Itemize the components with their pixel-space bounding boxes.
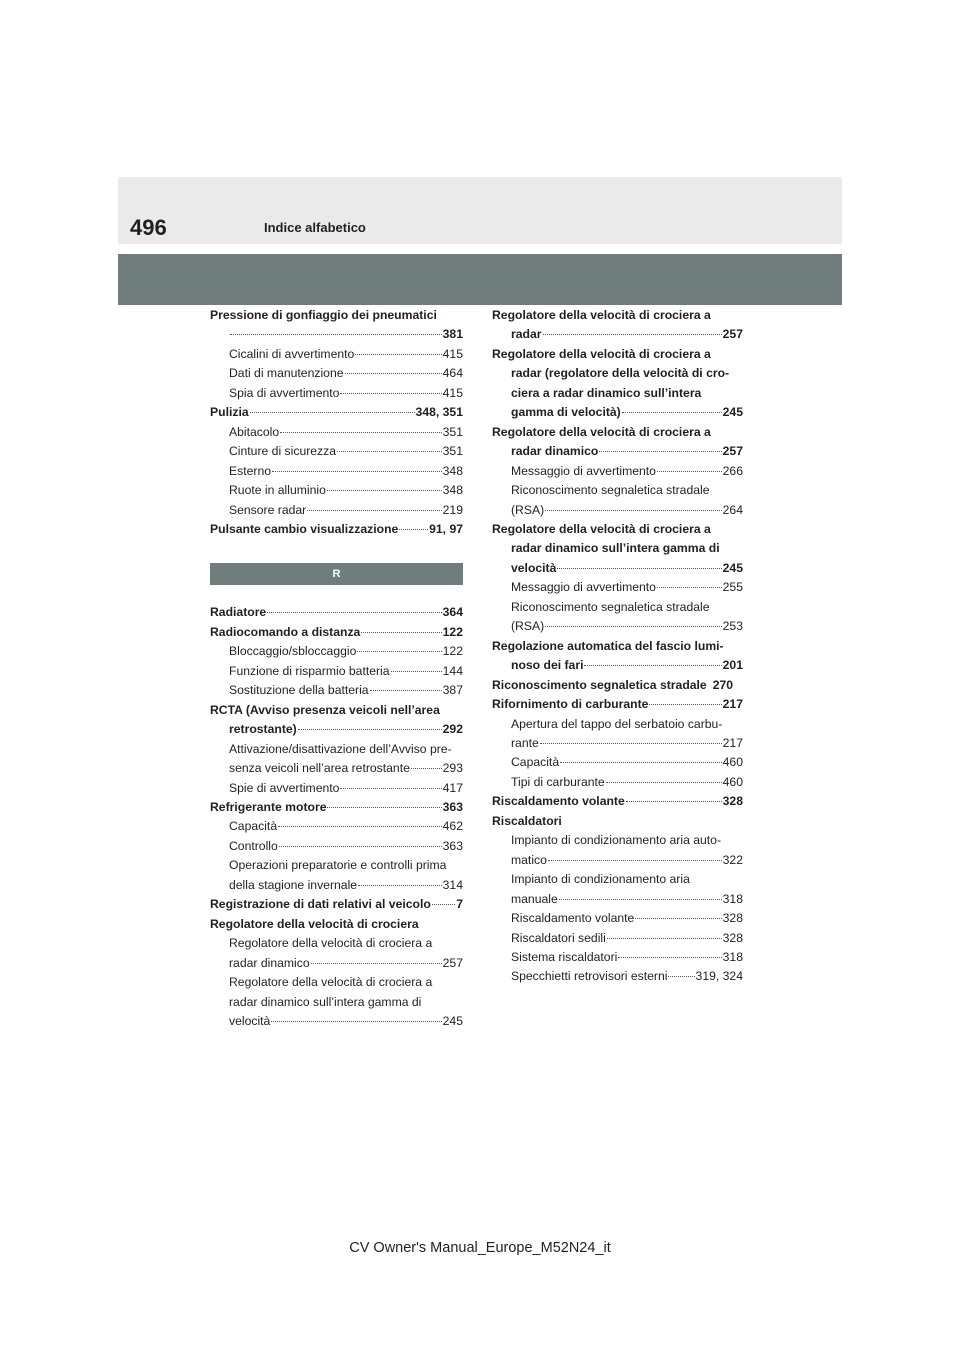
entry-page-number: 7	[456, 897, 463, 912]
dot-leader	[618, 957, 721, 958]
dot-leader	[559, 899, 722, 900]
entry-text: Rifornimento di carburante	[492, 697, 649, 712]
entry-text: Radiatore	[210, 605, 267, 620]
index-entry: Operazioni preparatorie e controlli prima	[229, 858, 447, 873]
entry-text: Riscaldamento volante	[511, 911, 635, 926]
entry-page-number: 415	[442, 346, 463, 361]
entry-page-number: 245	[722, 405, 743, 420]
entry-page-number: 328	[722, 930, 743, 945]
dot-leader	[311, 963, 442, 964]
index-entry	[210, 501, 463, 520]
entry-page-number: 270	[712, 677, 734, 692]
entry-page-number: 253	[722, 619, 743, 634]
entry-page-number: 351	[442, 424, 463, 439]
entry-page-number: 318	[722, 949, 743, 964]
index-entry	[210, 837, 463, 856]
dot-leader	[391, 671, 442, 672]
dot-leader	[337, 451, 442, 452]
index-entry: Pressione di gonfiaggio dei pneumatici	[210, 308, 437, 322]
index-entry: radar dinamico sull’intera gamma di	[511, 541, 720, 556]
dot-leader	[279, 846, 442, 847]
entry-page-number: 314	[442, 877, 463, 892]
entry-page-number: 318	[722, 891, 743, 906]
dot-leader	[345, 373, 442, 374]
entry-text: Refrigerante motore	[210, 799, 327, 814]
index-entry	[210, 779, 463, 798]
entry-text: Sistema riscaldatori	[511, 949, 618, 964]
dot-leader	[340, 788, 441, 789]
entry-text: Capacità	[229, 819, 278, 834]
entry-text: Spie di avvertimento	[229, 780, 340, 795]
dot-leader	[358, 885, 442, 886]
entry-text: Bloccaggio/sbloccaggio	[229, 644, 357, 659]
index-entry	[492, 695, 743, 714]
index-entry	[492, 617, 743, 636]
dot-leader	[361, 632, 441, 633]
index-entry	[210, 895, 463, 914]
entry-page-number: 460	[722, 755, 743, 770]
index-entry	[492, 773, 743, 792]
entry-text: Messaggio di avvertimento	[511, 580, 656, 595]
dot-leader	[271, 1021, 441, 1022]
dot-leader	[626, 801, 722, 802]
entry-page-number: 319, 324	[695, 969, 743, 984]
index-entry	[210, 759, 463, 778]
index-entry: Impianto di condizionamento aria auto-	[511, 833, 722, 848]
index-entry	[210, 623, 463, 642]
entry-page-number: 292	[442, 722, 463, 737]
entry-text: noso dei fari	[511, 658, 584, 673]
index-entry	[210, 403, 463, 422]
dot-leader	[432, 904, 455, 905]
index-entry	[210, 384, 463, 403]
index-entry: Riconoscimento segnaletica stradale	[511, 599, 710, 614]
entry-page-number: 144	[442, 663, 463, 678]
entry-text: Controllo	[229, 838, 278, 853]
entry-page-number: 363	[442, 799, 463, 814]
entry-text: rante	[511, 735, 539, 750]
index-column-left	[210, 306, 463, 1031]
index-entry	[492, 792, 743, 811]
index-entry: Impianto di condizionamento aria	[511, 872, 690, 887]
index-entry	[210, 817, 463, 836]
index-entry: RCTA (Avviso presenza veicoli nell’area	[210, 702, 440, 717]
entry-page-number: 217	[722, 735, 743, 750]
dot-leader	[540, 743, 722, 744]
entry-text: Capacità	[511, 755, 560, 770]
entry-text: velocità	[229, 1013, 271, 1028]
entry-text: radar	[511, 327, 542, 342]
index-entry	[492, 909, 743, 928]
index-entry	[492, 948, 743, 967]
dot-leader	[557, 568, 721, 569]
index-entry	[210, 345, 463, 364]
entry-page-number: 122	[442, 624, 463, 639]
page-number: 496	[130, 215, 167, 240]
index-entry: Attivazione/disattivazione dell’Avviso pre-	[229, 741, 452, 756]
entry-page-number: 219	[442, 502, 463, 517]
index-entry: Regolatore della velocità di crociera a	[229, 975, 433, 990]
page-footer: CV Owner's Manual_Europe_M52N24_it	[349, 1240, 611, 1256]
entry-text: Sensore radar	[229, 502, 307, 517]
dot-leader	[548, 860, 722, 861]
index-entry	[492, 403, 743, 422]
entry-page-number: 415	[442, 385, 463, 400]
entry-page-number: 462	[442, 819, 463, 834]
entry-page-number: 328	[722, 911, 743, 926]
dot-leader	[355, 354, 441, 355]
entry-text: Sostituzione della batteria	[229, 683, 369, 698]
index-entry: Regolazione automatica del fascio lumi-	[492, 638, 724, 653]
entry-text: della stagione invernale	[229, 877, 358, 892]
entry-text: Spia di avvertimento	[229, 385, 340, 400]
entry-text: retrostante)	[229, 722, 297, 737]
entry-text: Cicalini di avvertimento	[229, 346, 355, 361]
dot-leader	[411, 768, 442, 769]
index-group-r-right	[492, 306, 743, 987]
index-entry	[492, 967, 743, 986]
entry-page-number: 387	[442, 683, 463, 698]
entry-page-number: 348	[442, 463, 463, 478]
index-entry: Regolatore della velocità di crociera a	[492, 346, 711, 361]
entry-page-number: 464	[442, 366, 463, 381]
index-entry	[492, 442, 743, 461]
index-entry	[210, 325, 463, 344]
index-entry	[492, 753, 743, 772]
entry-text: Cinture di sicurezza	[229, 444, 337, 459]
index-entry	[210, 423, 463, 442]
index-entry	[492, 462, 743, 481]
letter-heading-r: R	[210, 563, 463, 585]
entry-page-number: 381	[442, 327, 463, 342]
entry-page-number: 257	[722, 444, 743, 459]
entry-text: matico	[511, 852, 547, 867]
dot-leader	[280, 432, 442, 433]
entry-page-number: 364	[442, 605, 463, 620]
index-entry: Regolatore della velocità di crociera a	[492, 424, 711, 439]
index-entry	[210, 798, 463, 817]
entry-page-number: 322	[722, 852, 743, 867]
entry-page-number: 328	[722, 794, 743, 809]
index-entry	[210, 364, 463, 383]
entry-text: Abitacolo	[229, 424, 280, 439]
entry-text: manuale	[511, 891, 558, 906]
index-entry: Riscaldatori	[492, 813, 562, 828]
dot-leader	[399, 529, 428, 530]
dot-leader	[278, 826, 442, 827]
index-group-p	[210, 306, 463, 539]
entry-text: velocità	[511, 560, 557, 575]
entry-text: gamma di velocità)	[511, 405, 621, 420]
entry-text: senza veicoli nell’area retrostante	[229, 761, 410, 776]
index-entry: Regolatore della velocità di crociera a	[492, 308, 711, 322]
entry-text: radar dinamico	[229, 955, 310, 970]
entry-text: Dati di manutenzione	[229, 366, 344, 381]
entry-text: Esterno	[229, 463, 272, 478]
entry-text: Ruote in alluminio	[229, 483, 326, 498]
index-entry: radar (regolatore della velocità di cro-	[511, 366, 730, 381]
dot-leader	[545, 626, 721, 627]
entry-text: Specchietti retrovisori esterni	[511, 969, 668, 984]
index-entry: Riconoscimento segnaletica stradale	[511, 483, 710, 498]
entry-text: Pulsante cambio visualizzazione	[210, 521, 399, 536]
entry-page-number: 460	[722, 774, 743, 789]
index-entry	[210, 462, 463, 481]
entry-page-number: 293	[442, 761, 463, 776]
dot-leader	[657, 587, 722, 588]
entry-page-number: 91, 97	[429, 521, 463, 536]
index-entry	[210, 662, 463, 681]
dot-leader	[327, 490, 442, 491]
index-entry	[492, 734, 743, 753]
index-entry: Regolatore della velocità di crociera a	[492, 521, 711, 536]
dot-leader	[340, 393, 441, 394]
dot-leader	[543, 334, 722, 335]
index-entry	[492, 656, 743, 675]
index-entry	[210, 481, 463, 500]
dot-leader	[649, 704, 721, 705]
dot-leader	[599, 451, 721, 452]
entry-text: Riconoscimento segnaletica stradale	[492, 677, 707, 692]
index-entry: Apertura del tappo del serbatoio carbu-	[511, 716, 723, 731]
dot-leader	[357, 651, 441, 652]
entry-text: (RSA)	[511, 502, 545, 517]
entry-text: (RSA)	[511, 619, 545, 634]
entry-page-number: 348	[442, 483, 463, 498]
index-entry: ciera a radar dinamico sull’intera	[511, 385, 702, 400]
dot-leader	[657, 471, 722, 472]
dot-leader	[635, 918, 721, 919]
entry-page-number: 245	[442, 1013, 463, 1028]
dot-leader	[230, 334, 442, 335]
entry-text: Pulizia	[210, 405, 249, 420]
entry-page-number: 257	[722, 327, 743, 342]
index-entry	[210, 1012, 463, 1031]
dot-leader	[272, 471, 442, 472]
entry-page-number: 217	[722, 697, 743, 712]
page-header	[118, 177, 842, 244]
dot-leader	[560, 762, 722, 763]
index-entry: Regolatore della velocità di crociera a	[229, 936, 433, 951]
entry-page-number: 245	[722, 560, 743, 575]
index-entry	[492, 676, 743, 695]
dot-leader	[250, 412, 415, 413]
index-entry	[210, 876, 463, 895]
entry-page-number: 348, 351	[415, 405, 463, 420]
index-entry	[492, 890, 743, 909]
index-entry	[210, 603, 463, 622]
index-group-r-left	[210, 603, 463, 1031]
index-entry	[492, 851, 743, 870]
dot-leader	[298, 729, 442, 730]
index-entry: radar dinamico sull’intera gamma di	[229, 994, 422, 1009]
dot-leader	[327, 807, 441, 808]
entry-page-number: 351	[442, 444, 463, 459]
index-column-right	[492, 306, 743, 987]
index-entry: Regolatore della velocità di crociera	[210, 916, 419, 931]
index-entry	[210, 642, 463, 661]
entry-page-number: 363	[442, 838, 463, 853]
dot-leader	[545, 510, 721, 511]
entry-page-number: 255	[722, 580, 743, 595]
entry-page-number: 266	[722, 463, 743, 478]
dot-leader	[267, 612, 441, 613]
dot-leader	[606, 782, 722, 783]
entry-page-number: 201	[722, 658, 743, 673]
entry-text: Messaggio di avvertimento	[511, 463, 656, 478]
header-band	[118, 254, 842, 305]
entry-text: Riscaldamento volante	[492, 794, 625, 809]
index-entry	[492, 325, 743, 344]
entry-page-number: 257	[442, 955, 463, 970]
dot-leader	[370, 690, 442, 691]
entry-text: Registrazione di dati relativi al veicolo	[210, 897, 431, 912]
index-entry	[210, 720, 463, 739]
dot-leader	[584, 665, 721, 666]
section-title: Indice alfabetico	[264, 220, 366, 235]
index-entry	[210, 681, 463, 700]
entry-page-number: 122	[442, 644, 463, 659]
dot-leader	[607, 938, 722, 939]
index-entry	[210, 520, 463, 539]
entry-text: Riscaldatori sedili	[511, 930, 606, 945]
entry-page-number: 417	[442, 780, 463, 795]
index-entry	[210, 954, 463, 973]
index-entry	[492, 578, 743, 597]
entry-page-number: 264	[722, 502, 743, 517]
dot-leader	[622, 412, 722, 413]
dot-leader	[307, 510, 441, 511]
index-entry	[210, 442, 463, 461]
entry-text: Radiocomando a distanza	[210, 624, 361, 639]
index-entry	[492, 501, 743, 520]
entry-text: Tipi di carburante	[511, 774, 605, 789]
index-entry	[492, 559, 743, 578]
dot-leader	[668, 976, 694, 977]
entry-text: radar dinamico	[511, 444, 599, 459]
entry-text: Funzione di risparmio batteria	[229, 663, 390, 678]
index-entry	[492, 929, 743, 948]
